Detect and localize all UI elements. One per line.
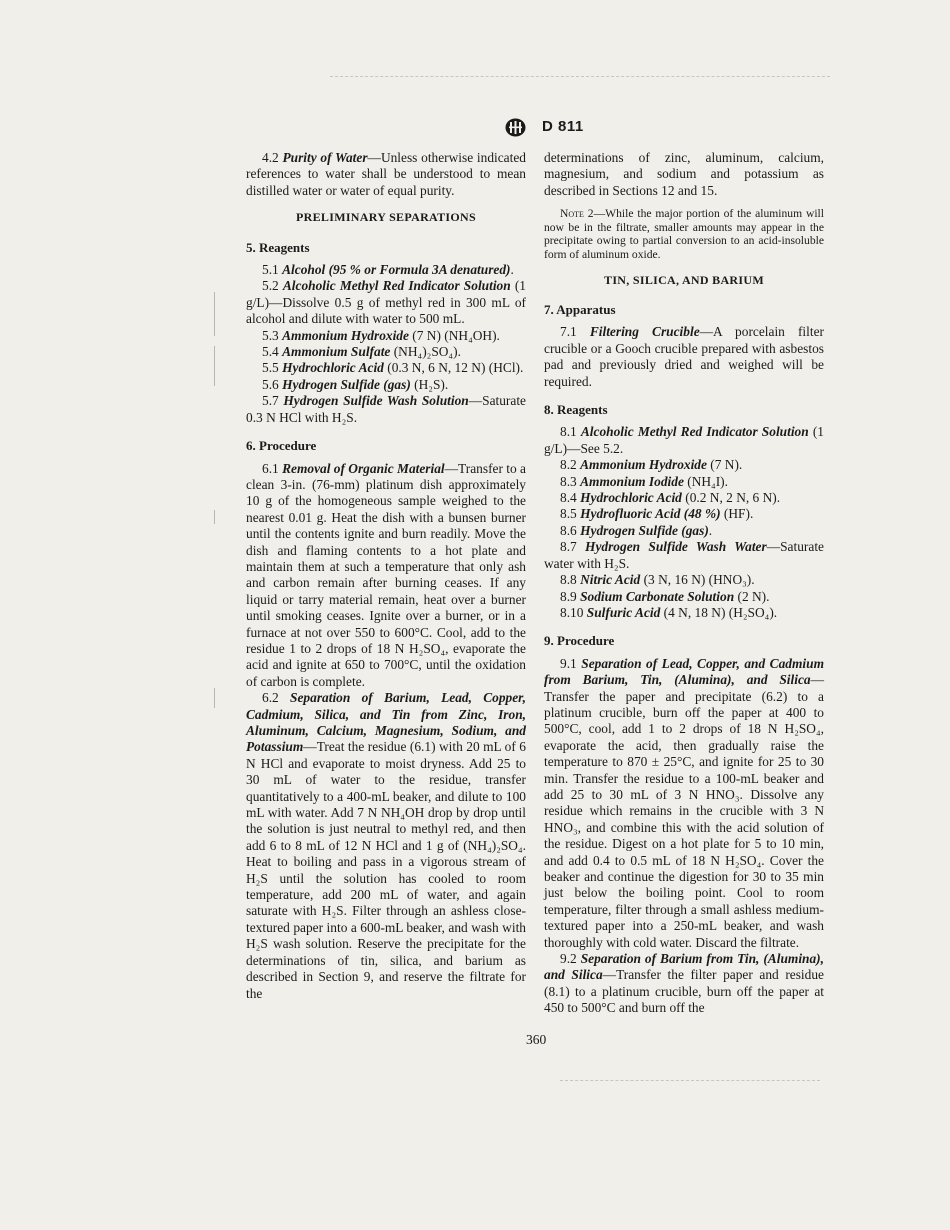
paragraph-6-2: 6.2 Separation of Barium, Lead, Copper, Cadmium, Silica, and Tin from Zinc, Iron, Aluminum, Calcium, Magnesium, Sodium, and Potassium—Treat the residue (6.1) with 20 mL of 6 N HCl and evaporate to moist dryness. Add 25 to 30 mL of water to the residue, transfer quantitatively to a 400-mL beaker, and dilute to 100 mL with water. Add 7 N NH₄OH drop by drop until the solution is just neutral to methyl red, and then add 6 to 8 mL of 12 N HCl and 1 g of (NH₄)₂SO₄. Heat to boiling and pass in a vigorous stream of H₂S until the solution has cooled to room temperature, add 200 mL of water, and again saturate with H₂S. Filter through an ashless close-textured paper into a 600-mL beaker, and wash with H₂S wash solution. Reserve the precipitate for the determinations of tin, silica, and barium as described in Section 9, and reserve the filtrate for the	[246, 690, 526, 1001]
paragraph-9-1: 9.1 Separation of Lead, Copper, and Cadmium from Barium, Tin, (Alumina), and Silica—Transfer the paper and precipitate (6.2) to a platinum crucible, burn off the paper at 400 to 500°C, cool, add 1 to 2 drops of 18 N H₂SO₄, evaporate the acid, then gradually raise the temperature to 870 ± 25°C, and ignite for 25 to 30 min. Transfer the residue to a 100-mL beaker and add 25 to 30 mL of 3 N HNO₃. Dissolve any residue which remains in the crucible with 3 N HNO₃, and combine this with the acid solution of the residue. Digest on a hot plate for 5 to 10 min, and add 0.4 to 0.5 mL of 18 N H₂SO₄. Cover the beaker and continue the digestion for 30 to 35 min just below the boiling point. Cool to room temperature, filter through a small ashless medium-textured paper into a 250-mL beaker, and wash thoroughly with cold water. Discard the filtrate.	[544, 655, 824, 950]
note-2: Note 2—While the major portion of the aluminum will now be in the filtrate, smaller amounts may appear in the precipitate owing to partial conversion to an acid-insoluble form of aluminum oxide.	[544, 207, 825, 261]
left-column	[246, 150, 526, 1002]
reagent-item: 5.2 Alcoholic Methyl Red Indicator Solution (1 g/L)—Dissolve 0.5 g of methyl red in 300 mL of alcohol and dilute with water to 500 mL.	[246, 278, 526, 327]
scan-artifact-top	[330, 76, 830, 77]
page-number: 360	[526, 1032, 547, 1047]
reagent-item: 5.5 Hydrochloric Acid (0.3 N, 6 N, 12 N) (HCl).	[262, 360, 524, 376]
section-heading-5: 5. Reagents	[246, 239, 310, 255]
paragraph-continuation: determinations of zinc, aluminum, calcium, magnesium, and sodium and potassium as described in Sections 12 and 15.	[544, 150, 824, 198]
reagent-item: 8.2 Ammonium Hydroxide (7 N).	[560, 457, 743, 473]
paragraph-9-2: 9.2 Separation of Barium from Tin, (Alumina), and Silica—Transfer the filter paper and residue (8.1) to a platinum crucible, burn off the paper at 450 to 500°C and burn off the	[544, 951, 824, 1016]
reagent-list-5	[246, 262, 526, 426]
astm-logo-icon	[505, 118, 526, 137]
reagent-list-8	[544, 424, 824, 621]
reagent-item: 8.8 Nitric Acid (3 N, 16 N) (HNO₃).	[560, 572, 755, 588]
section-heading-9: 9. Procedure	[544, 633, 615, 649]
section-heading-tin-silica-barium: TIN, SILICA, AND BARIUM	[604, 272, 764, 287]
reagent-item: 5.3 Ammonium Hydroxide (7 N) (NH₄OH).	[262, 327, 500, 343]
page-header	[0, 118, 950, 138]
scan-artifact-bottom	[560, 1080, 820, 1081]
section-heading-7: 7. Apparatus	[544, 302, 616, 317]
reagent-item: 8.6 Hydrogen Sulfide (gas).	[560, 522, 713, 538]
right-column	[544, 150, 824, 1017]
document-id: D 811	[542, 118, 584, 135]
reagent-item: 8.5 Hydrofluoric Acid (48 %) (HF).	[560, 506, 754, 522]
section-heading-6: 6. Procedure	[246, 438, 317, 454]
reagent-item: 8.9 Sodium Carbonate Solution (2 N).	[560, 588, 770, 604]
reagent-item: 8.10 Sulfuric Acid (4 N, 18 N) (H₂SO₄).	[560, 604, 778, 620]
reagent-item: 8.1 Alcoholic Methyl Red Indicator Solution (1 g/L)—See 5.2.	[544, 424, 824, 456]
paragraph-6-1: 6.1 Removal of Organic Material—Transfer to a clean 3-in. (76-mm) platinum dish approximately 10 g of the homogeneous sample weighed to the nearest 0.01 g. Heat the dish with a bunsen burner until the contents ignite and burn readily. Move the dish and flaming contents to a hot plate and maintain them at such a temperature that only ash and carbon remain after burning ceases. If any liquid or tarry material remain, heat over a burner until smoking ceases. Ignite over a burner, or in a furnace at not over 550 to 600°C. Cool, add to the residue 1 to 2 drops of 18 N H₂SO₄, evaporate the acid and ignite at 650 to 700°C, until the oxidation of carbon is complete.	[246, 460, 526, 689]
reagent-item: 5.6 Hydrogen Sulfide (gas) (H₂S).	[262, 376, 449, 392]
reagent-item: 8.4 Hydrochloric Acid (0.2 N, 2 N, 6 N).	[560, 490, 781, 506]
reagent-item: 5.7 Hydrogen Sulfide Wash Solution—Saturate 0.3 N HCl with H₂S.	[246, 393, 526, 425]
margin-mark	[214, 688, 215, 708]
section-heading-8: 8. Reagents	[544, 402, 608, 418]
paragraph-4-2: 4.2 Purity of Water—Unless otherwise indicated references to water shall be understood to mean distilled water or water of equal purity.	[246, 150, 526, 198]
paragraph-7-1: 7.1 Filtering Crucible—A porcelain filter crucible or a Gooch crucible prepared with asbestos pad and previously dried and weighed will be required.	[544, 324, 824, 389]
section-heading-preliminary: PRELIMINARY SEPARATIONS	[296, 210, 476, 225]
margin-mark	[214, 510, 215, 524]
margin-mark	[214, 346, 215, 386]
reagent-item: 5.1 Alcohol (95 % or Formula 3A denatured).	[262, 262, 514, 278]
reagent-item: 8.3 Ammonium Iodide (NH₄I).	[560, 473, 728, 489]
reagent-item: 5.4 Ammonium Sulfate (NH₄)₂SO₄).	[262, 344, 461, 360]
margin-mark	[214, 292, 215, 336]
reagent-item: 8.7 Hydrogen Sulfide Wash Water—Saturate water with H₂S.	[544, 539, 824, 571]
